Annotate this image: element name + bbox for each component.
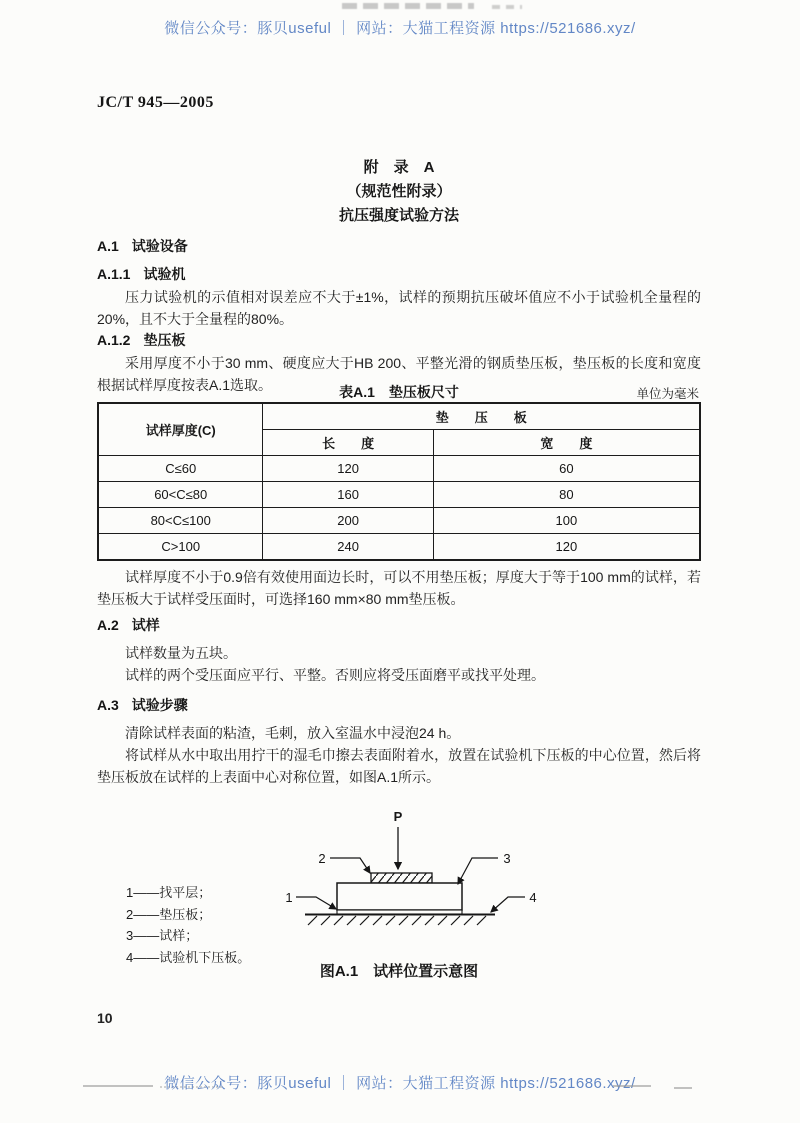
callout-4-label: 4	[529, 890, 537, 905]
table-unit-label: 单位为毫米	[636, 387, 699, 401]
table-row	[98, 482, 700, 508]
heading-a3-number: A.3	[97, 697, 119, 713]
paragraph-table-note: 试样厚度不小于0.9倍有效使用面边长时，可以不用垫压板；厚度大于等于100 mm的试样，若垫压板大于试样受压面时，可选择160 mm×80 mm垫压板。	[97, 569, 701, 607]
table-sub-header-length: 长 度	[263, 430, 433, 456]
standard-code: JC/T 945—2005	[97, 94, 214, 111]
legend-item-leveling-layer: 1——找平层；	[126, 885, 212, 900]
heading-a11-title: 试验机	[143, 266, 186, 282]
table-cell: 80	[433, 482, 700, 508]
table-cell: 200	[263, 508, 433, 534]
scan-dash-right	[613, 1085, 651, 1087]
table-sub-header-width: 宽 度	[433, 430, 700, 456]
pad-plate-shape	[371, 873, 432, 883]
paragraph-a2-p2: 试样的两个受压面应平行、平整。否则应将受压面磨平或找平处理。	[125, 667, 545, 683]
heading-a11	[97, 264, 185, 284]
callout-2-leader	[330, 858, 370, 873]
paragraph-a11-body: 压力试验机的示值相对误差应不大于±1%，试样的预期抗压破坏值应不小于试验机全量程的20%，且不大于全量程的80%。	[97, 289, 701, 327]
callout-3-leader	[458, 858, 498, 884]
heading-a12	[97, 330, 185, 350]
paragraph-a3-p2: 将试样从水中取出用拧干的湿毛巾擦去表面附着水，放置在试验机下压板的中心位置，然后将垫压板放在试样的上表面中心对称位置，如图A.1所示。	[97, 747, 701, 785]
heading-a1-number: A.1	[97, 238, 119, 254]
heading-a11-number: A.1.1	[97, 266, 131, 282]
paragraph-a12-body: 采用厚度不小于30 mm、硬度应大于HB 200、平整光滑的钢质垫压板，垫压板的长度和宽度根据试样厚度按表A.1选取。	[97, 355, 701, 393]
heading-a1-title: 试验设备	[131, 238, 188, 254]
table-group-header-pad-plate: 垫 压 板	[263, 403, 700, 430]
specimen-position-diagram	[280, 806, 550, 928]
heading-a12-number: A.1.2	[97, 332, 131, 348]
scan-dash-right-small	[674, 1087, 692, 1089]
heading-a2-title: 试样	[131, 617, 160, 633]
table-cell: C>100	[98, 534, 263, 561]
table-cell: 60	[433, 456, 700, 482]
appendix-title: 附 录 A	[363, 159, 435, 176]
table-cell: 240	[263, 534, 433, 561]
table-caption-row	[97, 382, 701, 400]
heading-a12-title: 垫压板	[143, 332, 186, 348]
table-cell: 120	[263, 456, 433, 482]
table-row	[98, 508, 700, 534]
heading-a1	[97, 236, 188, 256]
paragraph-a2-p1: 试样数量为五块。	[125, 645, 237, 661]
legend-item-specimen: 3——试样；	[126, 928, 199, 943]
scan-smudge-mark	[342, 3, 474, 9]
legend-item-lower-platen: 4——试验机下压板。	[126, 949, 251, 965]
table-caption: 表A.1 垫压板尺寸	[339, 384, 459, 400]
specimen-shape	[337, 883, 462, 910]
figure-caption: 图A.1 试样位置示意图	[319, 963, 479, 980]
leveling-layer-shape	[337, 910, 462, 914]
table-header-row-1	[98, 403, 700, 430]
heading-a3	[97, 695, 188, 715]
table-cell: 80<C≤100	[98, 508, 263, 534]
table-cell: 120	[433, 534, 700, 561]
callout-3-label: 3	[503, 851, 511, 866]
scan-smudge-mark-small	[492, 5, 522, 9]
table-row	[98, 534, 700, 561]
callout-2-label: 2	[318, 851, 326, 866]
callout-1-leader	[296, 897, 336, 909]
appendix-title-block	[97, 156, 701, 228]
appendix-heading: 抗压强度试验方法	[338, 207, 459, 224]
appendix-subtitle: （规范性附录）	[346, 183, 452, 200]
table-cell: 60<C≤80	[98, 482, 263, 508]
pad-plate-size-table	[97, 402, 701, 561]
load-label-p: P	[393, 809, 403, 824]
heading-a2-number: A.2	[97, 617, 119, 633]
paragraph-a3-p1: 清除试样表面的粘渣，毛刺，放入室温水中浸泡24 h。	[125, 725, 461, 741]
footer-watermark: 微信公众号：豚贝useful ｜ 网站：大猫工程资源 https://521686.xyz/	[164, 1075, 636, 1092]
callout-1-label: 1	[285, 890, 293, 905]
legend-item-pad-plate: 2——垫压板；	[126, 906, 212, 922]
figure-legend	[126, 882, 250, 968]
ground-hatching	[308, 916, 486, 925]
header-watermark: 微信公众号：豚贝useful ｜ 网站：大猫工程资源 https://521686.xyz/	[164, 20, 636, 37]
table-cell: 100	[433, 508, 700, 534]
callout-4-leader	[491, 897, 525, 912]
table-row	[98, 456, 700, 482]
page-number: 10	[97, 1010, 113, 1026]
table-col-header-thickness: 试样厚度(C)	[98, 403, 263, 456]
table-cell: C≤60	[98, 456, 263, 482]
table-cell: 160	[263, 482, 433, 508]
heading-a3-title: 试验步骤	[131, 697, 188, 713]
heading-a2	[97, 615, 160, 635]
